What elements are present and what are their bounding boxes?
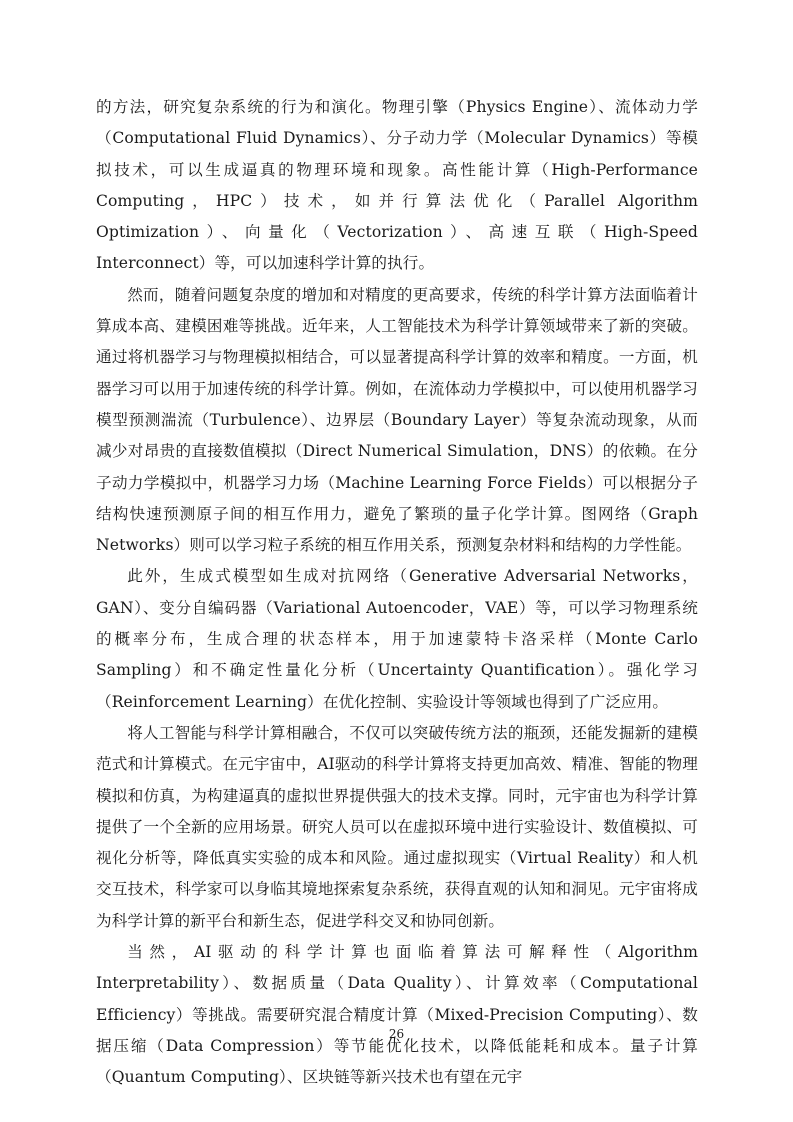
paragraph-generative-models: 此外，生成式模型如生成对抗网络（Generative Adversarial Networks，GAN）、变分自编码器（Variational Autoencoder，VAE）等，可以学习物理系统的概率分布，生成合理的状态样本，用于加速蒙特卡洛采样（Monte Carlo Sampling）和不确定性量化分析（Uncertainty Quantification）。强化学习（Reinforcement Learning）在优化控制、实验设计等领域也得到了广泛应用。 xyxy=(96,567,698,711)
document-body xyxy=(96,92,698,1094)
paragraph-challenges: 然而，随着问题复杂度的增加和对精度的更高要求，传统的科学计算方法面临着计算成本高、建模困难等挑战。近年来，人工智能技术为科学计算领域带来了新的突破。通过将机器学习与物理模拟相结合，可以显著提高科学计算的效率和精度。一方面，机器学习可以用于加速传统的科学计算。例如，在流体动力学模拟中，可以使用机器学习模型预测湍流（Turbulence）、边界层（Boundary Layer）等复杂流动现象，从而减少对昂贵的直接数值模拟（Direct Numerical Simulation，DNS）的依赖。在分子动力学模拟中，机器学习力场（Machine Learning Force Fields）可以根据分子结构快速预测原子间的相互作用力，避免了繁琐的量子化学计算。图网络（Graph Networks）则可以学习粒子系统的相互作用关系，预测复杂材料和结构的力学性能。 xyxy=(96,285,698,555)
paragraph-continuation: 的方法，研究复杂系统的行为和演化。物理引擎（Physics Engine）、流体动力学（Computational Fluid Dynamics）、分子动力学（Molecular Dynamics）等模拟技术，可以生成逼真的物理环境和现象。高性能计算（High-Performance Computing，HPC）技术，如并行算法优化（Parallel Algorithm Optimization）、向量化（Vectorization）、高速互联（High-Speed Interconnect）等，可以加速科学计算的执行。 xyxy=(96,98,698,273)
page-number: 26 xyxy=(388,1027,405,1041)
paragraph-limitations: 当然，AI驱动的科学计算也面临着算法可解释性（Algorithm Interpretability）、数据质量（Data Quality）、计算效率（Computational Efficiency）等挑战。需要研究混合精度计算（Mixed-Precision Computing）、数据压缩（Data Compression）等节能优化技术，以降低能耗和成本。量子计算（Quantum Computing）、区块链等新兴技术也有望在元宇 xyxy=(96,943,698,1087)
paragraph-metaverse: 将人工智能与科学计算相融合，不仅可以突破传统方法的瓶颈，还能发掘新的建模范式和计算模式。在元宇宙中，AI驱动的科学计算将支持更加高效、精准、智能的物理模拟和仿真，为构建逼真的虚拟世界提供强大的技术支撑。同时，元宇宙也为科学计算提供了一个全新的应用场景。研究人员可以在虚拟环境中进行实验设计、数值模拟、可视化分析等，降低真实实验的成本和风险。通过虚拟现实（Virtual Reality）和人机交互技术，科学家可以身临其境地探索复杂系统，获得直观的认知和洞见。元宇宙将成为科学计算的新平台和新生态，促进学科交叉和协同创新。 xyxy=(96,723,698,930)
